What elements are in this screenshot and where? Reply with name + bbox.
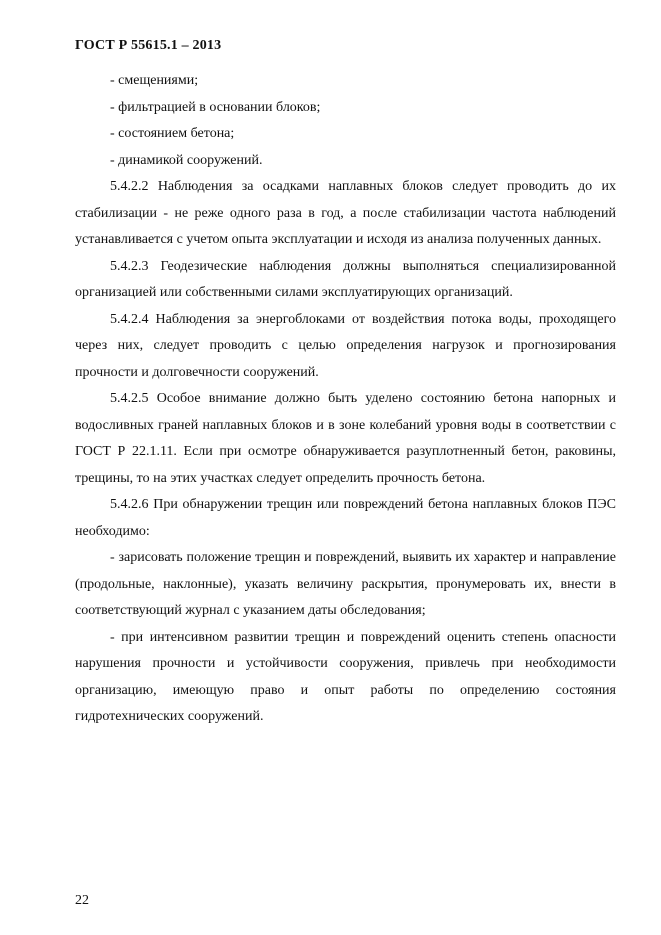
list-item: - смещениями; — [110, 73, 199, 88]
clause-5-4-2-4: 5.4.2.4 Наблюдения за энергоблоками от воздействия потока воды, проходящего через них, следует проводить с целью определения нагрузок и прогнозирования прочности и долговечности сооружений. — [75, 311, 616, 380]
clause-5-4-2-2: 5.4.2.2 Наблюдения за осадками наплавных блоков следует проводить до их стабилизации - не реже одного раза в год, а после стабилизации частота наблюдений устанавливается с учетом опыта эксплуатации и исходя из анализа полученных данных. — [75, 179, 616, 247]
list-item: - динамикой сооружений. — [110, 152, 263, 168]
document-header: ГОСТ Р 55615.1 – 2013 — [75, 38, 222, 53]
document-body — [75, 68, 616, 731]
clause-5-4-2-6: 5.4.2.6 При обнаружении трещин или повреждений бетона наплавных блоков ПЭС необходимо: — [75, 497, 616, 539]
page-number: 22 — [75, 893, 89, 908]
list-item-assess-danger: - при интенсивном развитии трещин и повреждений оценить степень опасности нарушения прочности и устойчивости сооружения, привлечь при необходимости организацию, имеющую право и опыт работы по определению состояния гидротехнических сооружений. — [75, 629, 616, 724]
list-item: - фильтрацией в основании блоков; — [110, 99, 321, 115]
clause-5-4-2-5: 5.4.2.5 Особое внимание должно быть уделено состоянию бетона напорных и водосливных граней наплавных блоков и в зоне колебаний уровня воды в соответствии с ГОСТ Р 22.1.11. Если при осмотре обнаруживается разуплотненный бетон, раковины, трещины, то на этих участках следует определить прочность бетона. — [75, 391, 616, 486]
list-item-sketch-cracks: - зарисовать положение трещин и повреждений, выявить их характер и направление (продольные, наклонные), указать величину раскрытия, пронумеровать их, внести в соответствующий журнал с указанием даты обследования; — [75, 550, 616, 618]
clause-5-4-2-3: 5.4.2.3 Геодезические наблюдения должны выполняться специализированной организацией или собственными силами эксплуатирующих организаций. — [75, 258, 616, 300]
list-item: - состоянием бетона; — [110, 126, 235, 141]
